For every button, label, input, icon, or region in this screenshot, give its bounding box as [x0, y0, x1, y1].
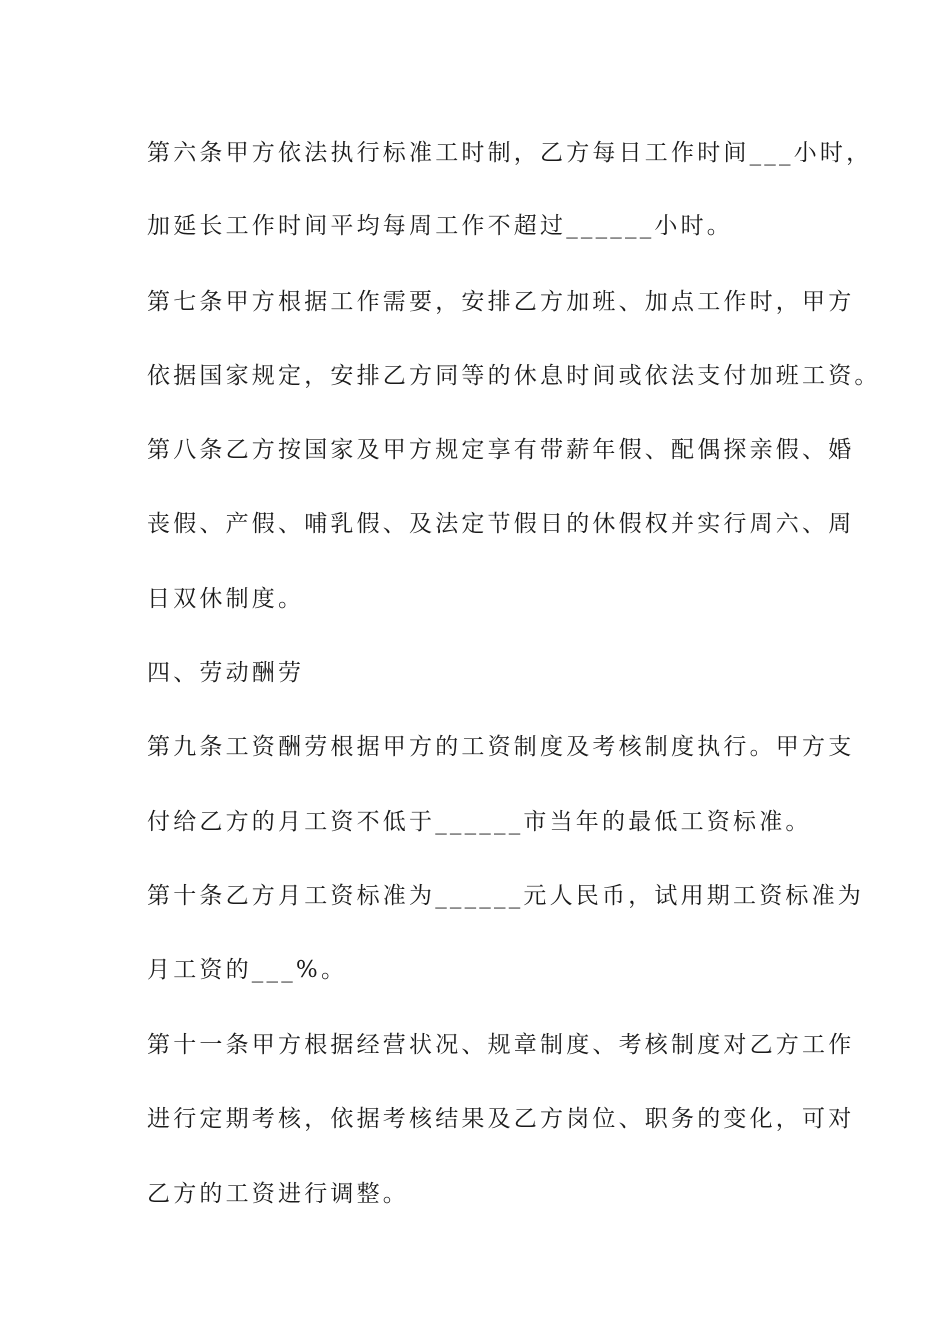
- text-line: 第十条乙方月工资标准为______元人民币，试用期工资标准为: [147, 883, 864, 909]
- text-line: 加延长工作时间平均每周工作不超过______小时。: [147, 213, 733, 239]
- text-line: 乙方的工资进行调整。: [147, 1181, 409, 1207]
- text-line: 付给乙方的月工资不低于______市当年的最低工资标准。: [147, 809, 812, 835]
- text-line: 日双休制度。: [147, 586, 305, 612]
- text-line: 进行定期考核，依据考核结果及乙方岗位、职务的变化，可对: [147, 1106, 855, 1132]
- text-line: 第九条工资酬劳根据甲方的工资制度及考核制度执行。甲方支: [147, 734, 855, 760]
- text-line: 第七条甲方根据工作需要，安排乙方加班、加点工作时，甲方: [147, 289, 855, 315]
- text-line: 依据国家规定，安排乙方同等的休息时间或依法支付加班工资。: [147, 363, 881, 389]
- text-line: 丧假、产假、哺乳假、及法定节假日的休假权并实行周六、周: [147, 511, 855, 537]
- text-line: 第十一条甲方根据经营状况、规章制度、考核制度对乙方工作: [147, 1032, 855, 1058]
- text-line: 第六条甲方依法执行标准工时制，乙方每日工作时间___小时，: [147, 140, 873, 166]
- text-line: 月工资的___%。: [147, 957, 348, 983]
- text-line: 第八条乙方按国家及甲方规定享有带薪年假、配偶探亲假、婚: [147, 437, 855, 463]
- section-heading: 四、劳动酬劳: [147, 660, 305, 686]
